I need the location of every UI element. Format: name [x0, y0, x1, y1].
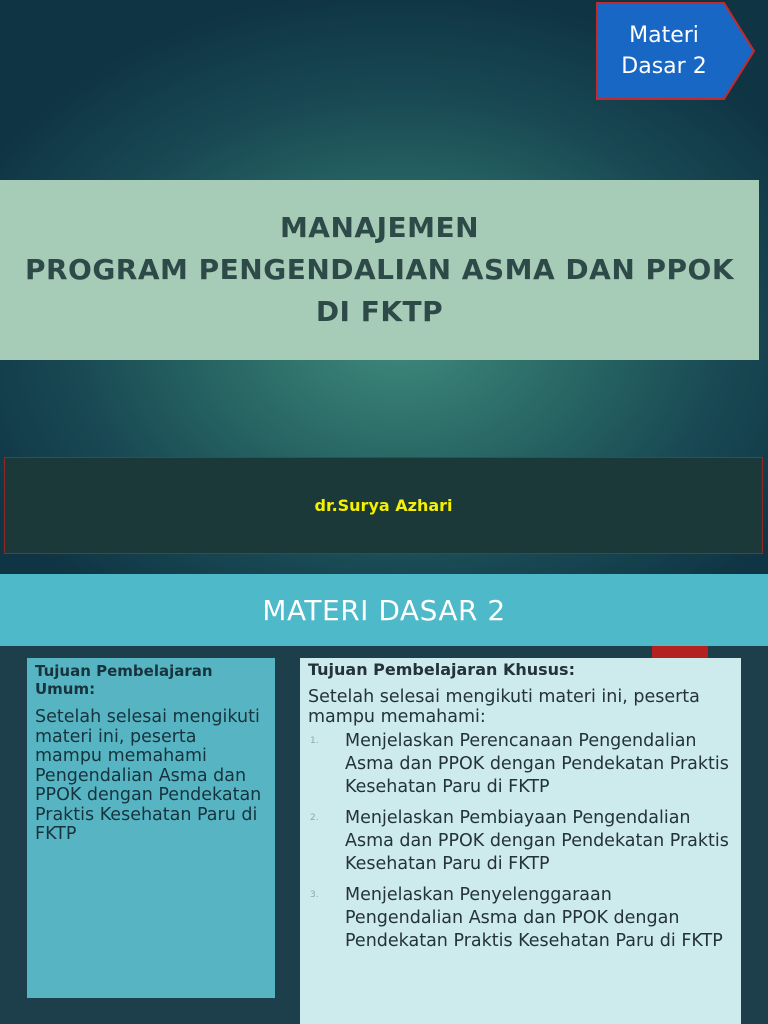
list-item [308, 730, 733, 799]
slide-header [0, 574, 768, 646]
list-item-number: 3. [310, 890, 319, 900]
list-item [308, 884, 733, 953]
author-name: dr.Surya Azhari [314, 496, 453, 515]
slide-title: MATERI DASAR 2 [262, 593, 506, 627]
red-accent-bar [652, 646, 708, 658]
general-objective-heading: Tujuan Pembelajaran Umum: [35, 662, 213, 698]
list-item-number: 2. [310, 813, 319, 823]
list-item-text: Menjelaskan Perencanaan Pengendalian Asma dan PPOK dengan Pendekatan Praktis Kesehatan Paru di FKTP [345, 731, 729, 797]
specific-objective-heading: Tujuan Pembelajaran Khusus: [308, 660, 575, 679]
specific-objective-list [308, 730, 733, 953]
objectives-slide [0, 574, 768, 1024]
list-item-number: 1. [310, 736, 319, 746]
badge-line-2: Dasar 2 [621, 54, 707, 79]
title-line-2: PROGRAM PENGENDALIAN ASMA DAN PPOK [24, 253, 735, 286]
specific-objective-box [300, 658, 741, 1024]
badge-line-1: Materi [629, 23, 699, 48]
materi-badge [596, 2, 756, 100]
general-objective-body: Setelah selesai mengikuti materi ini, peserta mampu memahami Pengendalian Asma dan PPOK dengan Pendekatan Praktis Kesehatan Paru di FKTP [35, 707, 262, 844]
list-item-text: Menjelaskan Pembiayaan Pengendalian Asma dan PPOK dengan Pendekatan Praktis Kesehatan Paru di FKTP [345, 808, 729, 874]
badge-label [602, 20, 726, 82]
author-box [4, 457, 763, 554]
list-item-text: Menjelaskan Penyelenggaraan Pengendalian Asma dan PPOK dengan Pendekatan Praktis Kesehatan Paru di FKTP [345, 885, 723, 951]
specific-objective-intro: Setelah selesai mengikuti materi ini, peserta mampu memahami: [308, 687, 700, 727]
title-box [0, 180, 759, 360]
title-line-1: MANAJEMEN [279, 211, 480, 244]
title-line-3: DI FKTP [315, 295, 444, 328]
general-objective-box [27, 658, 275, 998]
list-item [308, 807, 733, 876]
